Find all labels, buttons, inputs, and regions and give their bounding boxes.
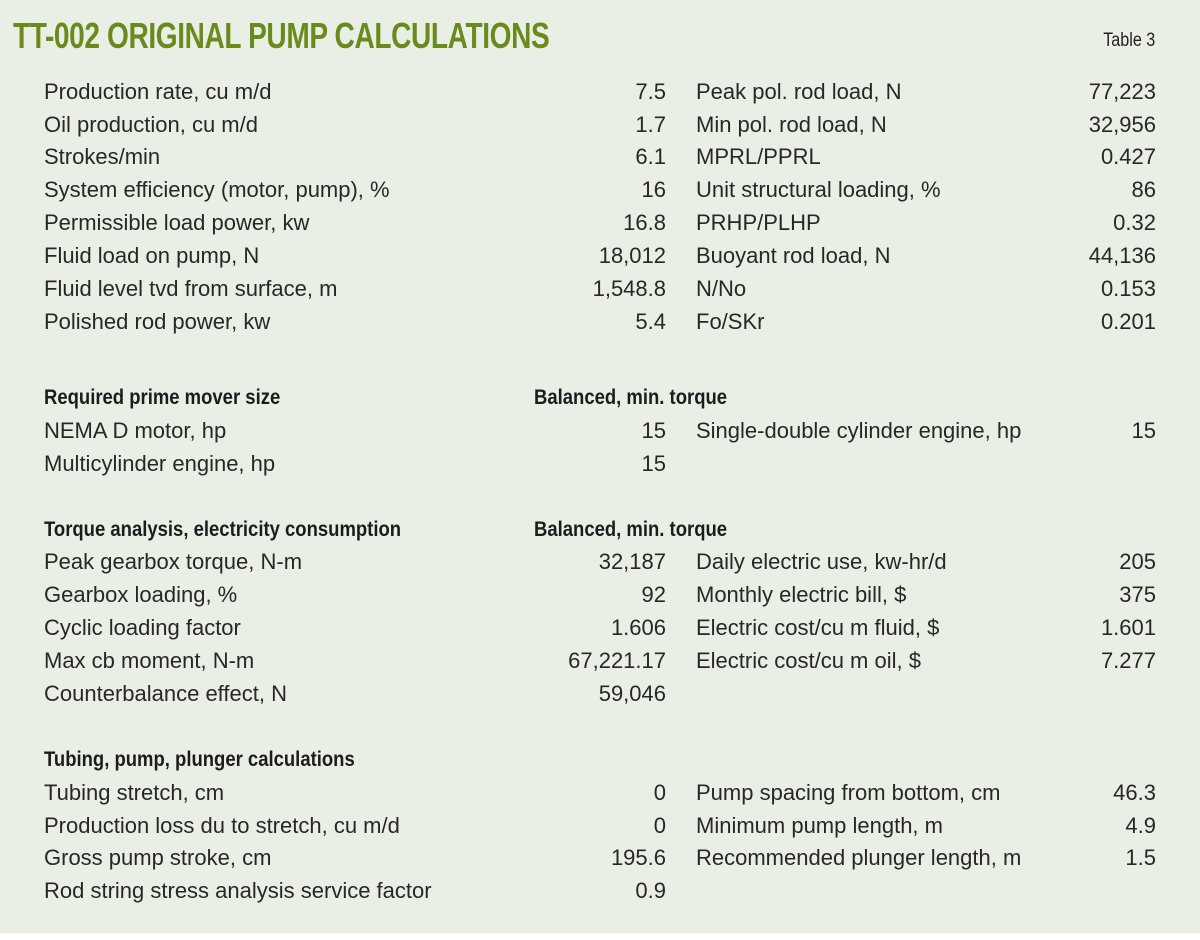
row-label: Counterbalance effect, N: [44, 681, 287, 706]
row-label: NEMA D motor, hp: [44, 418, 227, 443]
row-label: Daily electric use, kw-hr/d: [696, 549, 947, 574]
row-value: 0.201: [1100, 309, 1156, 334]
row-label: Tubing stretch, cm: [44, 780, 225, 805]
row-value: 1.7: [635, 112, 666, 137]
row-value: 5.4: [635, 309, 666, 334]
row-label: Max cb moment, N-m: [44, 648, 255, 673]
row-value: 59,046: [598, 681, 666, 706]
row-label: Rod string stress analysis service factor: [44, 878, 432, 903]
row-label: Fluid load on pump, N: [44, 243, 260, 268]
row-value: 18,012: [598, 243, 666, 268]
row-value: 0.427: [1100, 144, 1156, 169]
row-label: MPRL/PPRL: [696, 144, 821, 169]
row-label: Strokes/min: [44, 144, 161, 169]
row-value: 7.5: [635, 79, 666, 104]
row-label: N/No: [696, 276, 747, 301]
table-title: TT-002 ORIGINAL PUMP CALCULATIONS: [13, 15, 550, 56]
row-value: 375: [1119, 582, 1156, 607]
row-label: Recommended plunger length, m: [696, 845, 1022, 870]
section-subheading: Balanced, min. torque: [534, 518, 728, 541]
table-number-label: Table 3: [1102, 30, 1155, 51]
row-label: Monthly electric bill, $: [696, 582, 907, 607]
row-value: 0: [653, 813, 666, 838]
row-label: Gross pump stroke, cm: [44, 845, 272, 870]
row-label: Min pol. rod load, N: [696, 112, 887, 137]
row-value: 4.9: [1125, 813, 1156, 838]
row-value: 16: [641, 177, 666, 202]
row-label: Multicylinder engine, hp: [44, 451, 276, 476]
row-label: System efficiency (motor, pump), %: [44, 177, 390, 202]
row-value: 32,956: [1088, 112, 1156, 137]
row-value: 7.277: [1100, 648, 1156, 673]
row-label: Permissible load power, kw: [44, 210, 310, 235]
row-value: 0.32: [1113, 210, 1156, 235]
row-label: Oil production, cu m/d: [44, 112, 258, 137]
section-heading: Required prime mover size: [44, 386, 281, 409]
row-label: Fo/SKr: [696, 309, 765, 334]
row-value: 1.601: [1100, 615, 1156, 640]
row-value: 15: [1131, 418, 1156, 443]
row-label: Gearbox loading, %: [44, 582, 238, 607]
row-label: Fluid level tvd from surface, m: [44, 276, 338, 301]
row-label: Electric cost/cu m oil, $: [696, 648, 921, 673]
section-heading: Torque analysis, electricity consumption: [44, 518, 402, 541]
row-value: 1,548.8: [592, 276, 666, 301]
row-value: 0.9: [635, 878, 666, 903]
row-value: 0: [653, 780, 666, 805]
row-label: Peak pol. rod load, N: [696, 79, 902, 104]
row-value: 86: [1131, 177, 1156, 202]
row-label: Unit structural loading, %: [696, 177, 941, 202]
row-value: 77,223: [1088, 79, 1156, 104]
row-value: 16.8: [623, 210, 666, 235]
row-value: 0.153: [1100, 276, 1156, 301]
row-value: 195.6: [610, 845, 666, 870]
row-label: Buoyant rod load, N: [696, 243, 891, 268]
row-label: Peak gearbox torque, N-m: [44, 549, 303, 574]
row-value: 205: [1119, 549, 1156, 574]
row-label: Polished rod power, kw: [44, 309, 271, 334]
row-value: 1.606: [610, 615, 666, 640]
row-label: Minimum pump length, m: [696, 813, 943, 838]
row-value: 1.5: [1125, 845, 1156, 870]
row-value: 92: [641, 582, 666, 607]
row-value: 67,221.17: [568, 648, 666, 673]
row-value: 44,136: [1088, 243, 1156, 268]
row-label: PRHP/PLHP: [696, 210, 821, 235]
row-label: Production loss du to stretch, cu m/d: [44, 813, 400, 838]
row-value: 15: [641, 418, 666, 443]
section-heading: Tubing, pump, plunger calculations: [44, 748, 355, 771]
row-label: Electric cost/cu m fluid, $: [696, 615, 940, 640]
row-label: Pump spacing from bottom, cm: [696, 780, 1001, 805]
row-value: 6.1: [635, 144, 666, 169]
row-label: Cyclic loading factor: [44, 615, 241, 640]
section-subheading: Balanced, min. torque: [534, 386, 728, 409]
row-value: 32,187: [598, 549, 666, 574]
row-value: 46.3: [1113, 780, 1156, 805]
row-label: Single-double cylinder engine, hp: [696, 418, 1022, 443]
row-label: Production rate, cu m/d: [44, 79, 272, 104]
row-value: 15: [641, 451, 666, 476]
